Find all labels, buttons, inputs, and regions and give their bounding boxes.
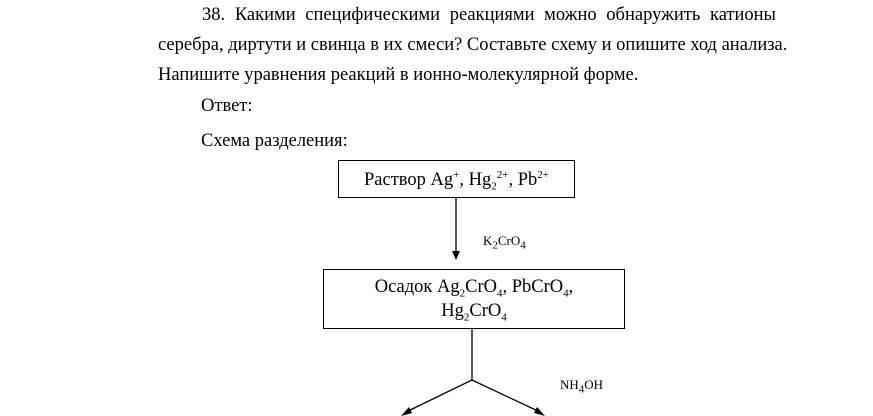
pb-charge: 2+: [537, 168, 549, 181]
reagent-k2cro4: [483, 233, 526, 252]
precipitate-box: [323, 269, 625, 329]
question-line-3: Напишите уравнения реакций в ионно-молекулярной форме.: [158, 65, 639, 85]
pbcro4-sub: 4: [563, 287, 569, 300]
precipitate-line-2: [324, 299, 624, 323]
answer-label: Ответ:: [201, 96, 253, 116]
question-line-2: серебра, диртути и свинца в их смеси? Составьте схему и опишите ход анализа.: [158, 35, 788, 55]
solution-prefix: Раствор Ag: [364, 170, 454, 190]
hg-text: Hg: [441, 301, 464, 321]
scheme-label: Схема разделения:: [201, 131, 348, 151]
solution-sep-1: , Hg: [459, 170, 492, 190]
precipitate-sep: , PbCrO: [502, 277, 564, 297]
cro4-a: CrO: [465, 277, 497, 297]
question-text: [158, 0, 788, 90]
hg-subscript: 2: [491, 180, 497, 193]
reagent1-k: K: [483, 233, 493, 248]
ag-subscript: 2: [459, 287, 466, 300]
hg2-sub: 2: [463, 311, 470, 324]
reagent2-nh-sub: 4: [578, 383, 585, 396]
reagent2-oh: OH: [584, 377, 604, 392]
branch-left-head: [401, 407, 412, 416]
cro4-a-sub: 4: [497, 287, 503, 300]
cro4-b-sub: 4: [501, 311, 507, 324]
branch-left: [406, 380, 472, 412]
branch-right-head: [534, 407, 545, 416]
arrow-1-head: [452, 251, 460, 260]
solution-sep-2: , Pb: [508, 170, 538, 190]
reagent-nh4oh: [560, 377, 604, 396]
question-line-1: 38. Какими специфическими реакциями можно обнаружить катионы: [202, 5, 776, 25]
reagent1-cro: CrO: [497, 233, 521, 248]
branch-right: [472, 380, 540, 412]
hg-charge: 2+: [496, 168, 509, 181]
precipitate-line-1: [324, 275, 624, 299]
reagent1-o-sub: 4: [520, 239, 526, 252]
ag-charge: +: [453, 168, 460, 181]
solution-box: [338, 160, 575, 198]
reagent2-nh: NH: [560, 377, 579, 392]
cro4-b: CrO: [469, 301, 502, 321]
precipitate-comma: ,: [568, 277, 574, 297]
precipitate-prefix: Осадок Ag: [374, 277, 460, 297]
reagent1-k-sub: 2: [492, 239, 498, 252]
